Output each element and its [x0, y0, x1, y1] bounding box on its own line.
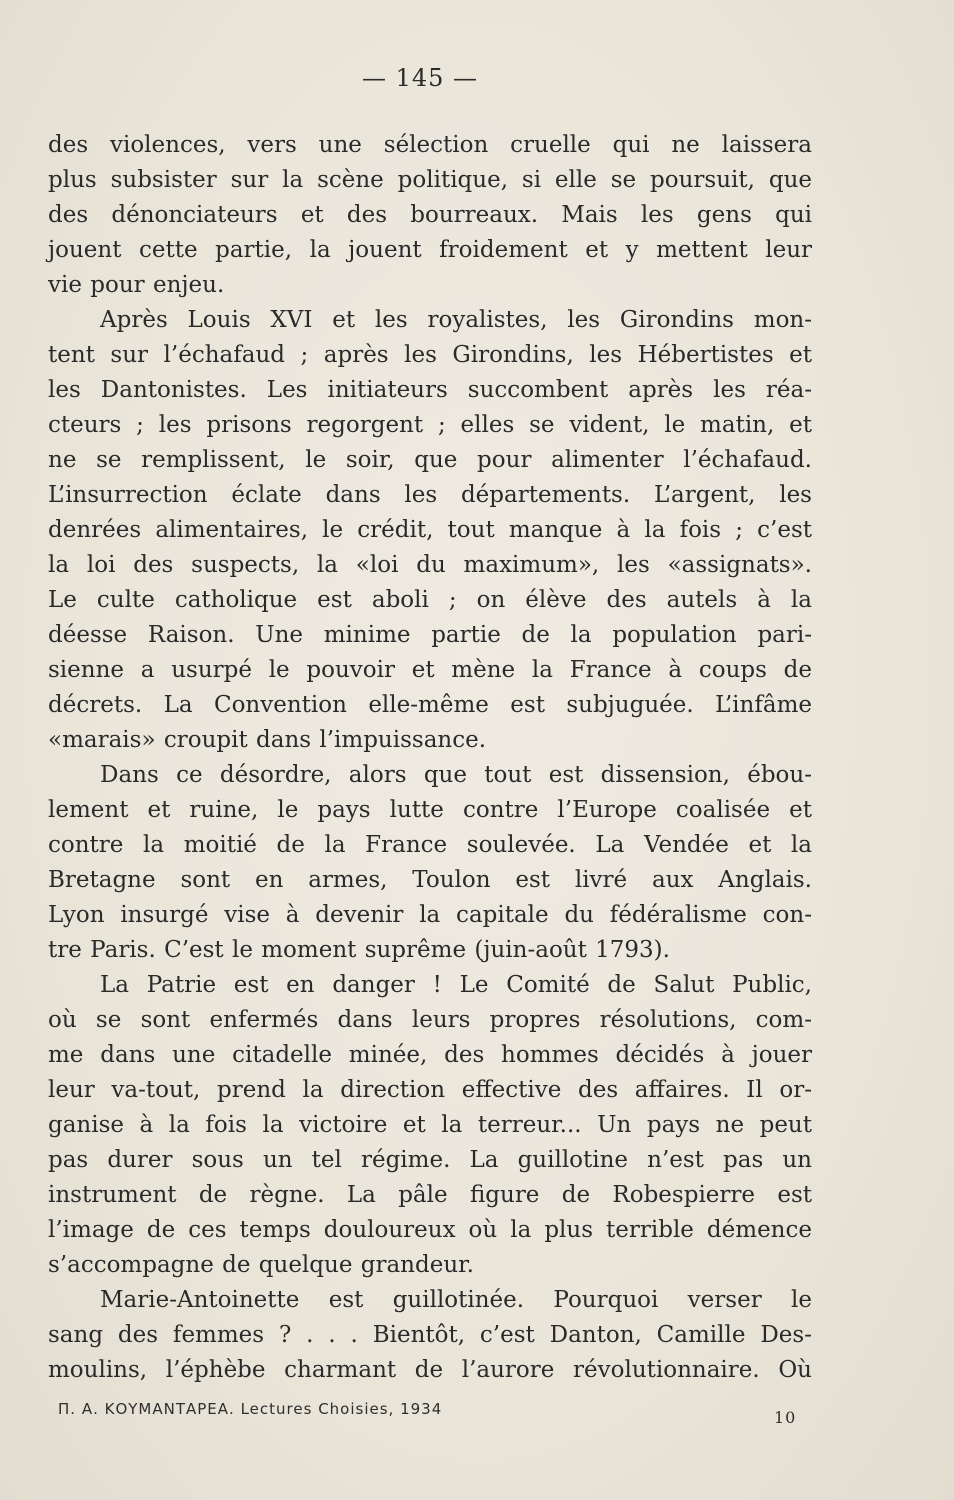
text-line: leur va-tout, prend la direction effective des affaires. Il or-	[48, 1077, 812, 1103]
text-line: sienne a usurpé le pouvoir et mène la France à coups de	[48, 657, 812, 683]
text-line: denrées alimentaires, le crédit, tout manque à la fois ; c’est	[48, 517, 812, 543]
text-line: plus subsister sur la scène politique, si elle se poursuit, que	[48, 167, 812, 193]
text-line: déesse Raison. Une minime partie de la population pari-	[48, 622, 812, 648]
text-line: l’image de ces temps douloureux où la plus terrible démence	[48, 1217, 812, 1243]
text-line: cteurs ; les prisons regorgent ; elles se vident, le matin, et	[48, 412, 812, 438]
text-line: les Dantonistes. Les initiateurs succombent après les réa-	[48, 377, 812, 403]
text-line: des dénonciateurs et des bourreaux. Mais les gens qui	[48, 202, 812, 228]
text-line: des violences, vers une sélection cruelle qui ne laissera	[48, 132, 812, 158]
text-line: sang des femmes ? . . . Bientôt, c’est Danton, Camille Des-	[48, 1322, 812, 1348]
text-line: tent sur l’échafaud ; après les Girondins, les Hébertistes et	[48, 342, 812, 368]
text-line: la loi des suspects, la «loi du maximum», les «assignats».	[48, 552, 812, 578]
text-line: vie pour enjeu.	[48, 272, 225, 298]
text-line: «marais» croupit dans l’impuissance.	[48, 727, 487, 753]
paragraph-1	[48, 128, 812, 303]
text-line: ganise à la fois la victoire et la terreur... Un pays ne peut	[48, 1112, 812, 1138]
text-line: Après Louis XVI et les royalistes, les Girondins mon-	[100, 307, 812, 333]
text-line: Bretagne sont en armes, Toulon est livré aux Anglais.	[48, 867, 812, 893]
paragraph-2	[48, 303, 812, 758]
text-line: contre la moitié de la France soulevée. La Vendée et la	[48, 832, 812, 858]
paragraph-3	[48, 758, 812, 968]
text-line: décrets. La Convention elle-même est subjuguée. L’infâme	[48, 692, 812, 718]
text-line: me dans une citadelle minée, des hommes décidés à jouer	[48, 1042, 812, 1068]
page-number: — 145 —	[361, 64, 479, 92]
text-line: Dans ce désordre, alors que tout est dissension, ébou-	[100, 762, 812, 788]
text-line: moulins, l’éphèbe charmant de l’aurore révolutionnaire. Où	[48, 1357, 812, 1383]
text-line: lement et ruine, le pays lutte contre l’Europe coalisée et	[48, 797, 812, 823]
text-line: s’accompagne de quelque grandeur.	[48, 1252, 474, 1278]
sheet-number: 10	[774, 1408, 797, 1427]
text-line: où se sont enfermés dans leurs propres résolutions, com-	[48, 1007, 812, 1033]
paragraph-4	[48, 968, 812, 1283]
text-line: pas durer sous un tel régime. La guillotine n’est pas un	[48, 1147, 812, 1173]
printer-signature: Π. Α. ΚΟΥΜΑΝΤΑΡΕΑ. Lectures Choisies, 1934	[58, 1400, 443, 1418]
text-line: Le culte catholique est aboli ; on élève des autels à la	[48, 587, 812, 613]
text-line: jouent cette partie, la jouent froidement et y mettent leur	[48, 237, 812, 263]
text-line: La Patrie est en danger ! Le Comité de Salut Public,	[100, 972, 812, 998]
text-line: tre Paris. C’est le moment suprême (juin-août 1793).	[48, 937, 670, 963]
text-line: Lyon insurgé vise à devenir la capitale du fédéralisme con-	[48, 902, 812, 928]
body-text	[48, 128, 812, 1388]
text-line: Marie-Antoinette est guillotinée. Pourquoi verser le	[100, 1287, 812, 1313]
paragraph-5	[48, 1283, 812, 1388]
text-line: ne se remplissent, le soir, que pour alimenter l’échafaud.	[48, 447, 812, 473]
text-line: instrument de règne. La pâle figure de Robespierre est	[48, 1182, 812, 1208]
text-line: L’insurrection éclate dans les départements. L’argent, les	[48, 482, 812, 508]
